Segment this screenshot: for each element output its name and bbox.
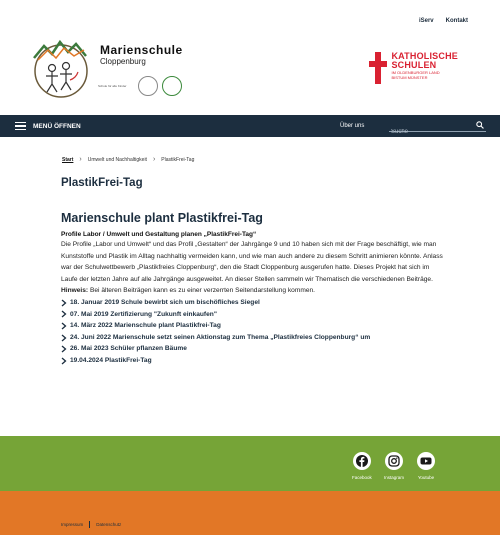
search-icon[interactable]: [476, 121, 484, 129]
youtube-label: Youtube: [417, 475, 435, 480]
search-input[interactable]: [389, 127, 471, 138]
social-footer: [0, 436, 500, 491]
hamburger-icon: [15, 122, 26, 130]
hint-label: Hinweis:: [61, 287, 89, 295]
eco-badge-icon: [162, 76, 182, 96]
certification-badges: [98, 76, 182, 96]
ks-line3: IM OLDENBURGER LAND: [391, 70, 440, 75]
article-body: Die Profile „Labor und Umwelt“ und das Profil „Gestalten“ der Jahrgänge 9 und 10 haben sich mit der Frage beschäftigt, wie man Kunststoffe und Plastik im Alltag nachhaltig vermeiden kann, und wie man auch andere zu diesem Schritt animieren könnte. Anlass war der Schulwettbewerb „Plastikfreies Cloppenburg“, den die Stadt Cloppenburg ausgerufen hatte. Dieses Projekt hat sich im Laufe der letzten Jahre auf alle Jahrgänge ausgeweitet. An dieser Stellen sammeln wir Thematisch die verschiedenen Beiträge.: [61, 241, 443, 283]
article-link-text: 14. März 2022 Marienschule plant Plastikfrei-Tag: [70, 322, 221, 330]
breadcrumb-umwelt[interactable]: Umwelt und Nachhaltigkeit: [87, 156, 147, 163]
breadcrumb-current: PlastikFrei-Tag: [161, 156, 195, 163]
chevron-right-icon: [61, 322, 67, 330]
page-title: PlastikFrei-Tag: [61, 177, 143, 189]
about-us-link[interactable]: Über uns: [340, 123, 365, 129]
impressum-link[interactable]: Impressum: [61, 522, 84, 527]
menu-open-button[interactable]: [15, 122, 81, 130]
footer-links: [61, 521, 121, 528]
chevron-right-icon: [61, 299, 67, 307]
article-link[interactable]: [61, 355, 446, 367]
ks-line1: KATHOLISCHE: [391, 51, 458, 61]
article-link-text: 26. Mai 2023 Schüler pflanzen Bäume: [70, 345, 187, 353]
article-link[interactable]: [61, 309, 446, 321]
article-link-text: 24. Juni 2022 Marienschule setzt seinen Aktionstag zum Thema „Plastikfreies Cloppenburg“ um: [70, 333, 371, 341]
datenschutz-link[interactable]: Datenschutz: [96, 522, 122, 527]
instagram-link[interactable]: [384, 452, 404, 480]
facebook-link[interactable]: [352, 452, 372, 480]
hint-text: Bei älteren Beiträgen kann es zu einer verzerrten Seitendarstellung kommen.: [88, 287, 316, 295]
article-link[interactable]: [61, 332, 446, 344]
chevron-right-icon: [61, 310, 67, 318]
article-link[interactable]: [61, 343, 446, 355]
breadcrumb-start[interactable]: Start: [62, 156, 74, 163]
menu-label: MENÜ ÖFFNEN: [33, 122, 81, 130]
top-links: [419, 18, 468, 24]
breadcrumb: [62, 156, 194, 163]
chevron-right-icon: [61, 357, 67, 365]
article: [61, 211, 446, 367]
youtube-link[interactable]: [417, 452, 435, 480]
iserv-link[interactable]: iServ: [418, 18, 434, 24]
chevron-right-icon: [61, 334, 67, 342]
seal-badge-icon: [138, 76, 158, 96]
article-title: Marienschule plant Plastikfrei-Tag: [61, 211, 263, 225]
chevron-right-icon: ›: [152, 156, 156, 163]
instagram-icon: [385, 452, 403, 470]
article-link-text: 18. Januar 2019 Schule bewirbt sich um bischöfliches Siegel: [70, 298, 260, 306]
article-subtitle: Profile Labor / Umwelt und Gestaltung planen „PlastikFrei-Tag“: [61, 231, 257, 238]
youtube-icon: [417, 452, 435, 470]
contact-link[interactable]: Kontakt: [445, 18, 468, 24]
article-links: [61, 297, 446, 367]
school-name: Marienschule: [100, 43, 183, 57]
instagram-label: Instagram: [384, 475, 405, 480]
chevron-right-icon: ›: [79, 156, 82, 163]
cross-icon: [369, 52, 387, 84]
facebook-icon: [353, 452, 371, 470]
ks-line4: BISTUM MÜNSTER: [391, 75, 428, 80]
katholische-schulen-logo[interactable]: [369, 52, 458, 84]
badge-caption: Schule für alle Kinder: [98, 84, 127, 88]
school-city: Cloppenburg: [100, 57, 146, 66]
bottom-footer: [0, 491, 500, 535]
article-link-text: 19.04.2024 PlastikFrei-Tag: [70, 356, 152, 364]
article-link[interactable]: [61, 320, 446, 332]
school-logo[interactable]: [30, 38, 200, 106]
main-navbar: [0, 115, 500, 137]
facebook-label: Facebook: [352, 475, 372, 480]
article-link[interactable]: [61, 297, 446, 309]
ks-line2: SCHULEN: [391, 60, 437, 70]
search-box: [389, 120, 486, 132]
footer-divider: [89, 521, 90, 528]
school-emblem-icon: [30, 38, 92, 100]
article-link-text: 07. Mai 2019 Zertifizierung "Zukunft einkaufen": [70, 310, 217, 318]
chevron-right-icon: [61, 345, 67, 353]
article-hint: [61, 285, 446, 297]
